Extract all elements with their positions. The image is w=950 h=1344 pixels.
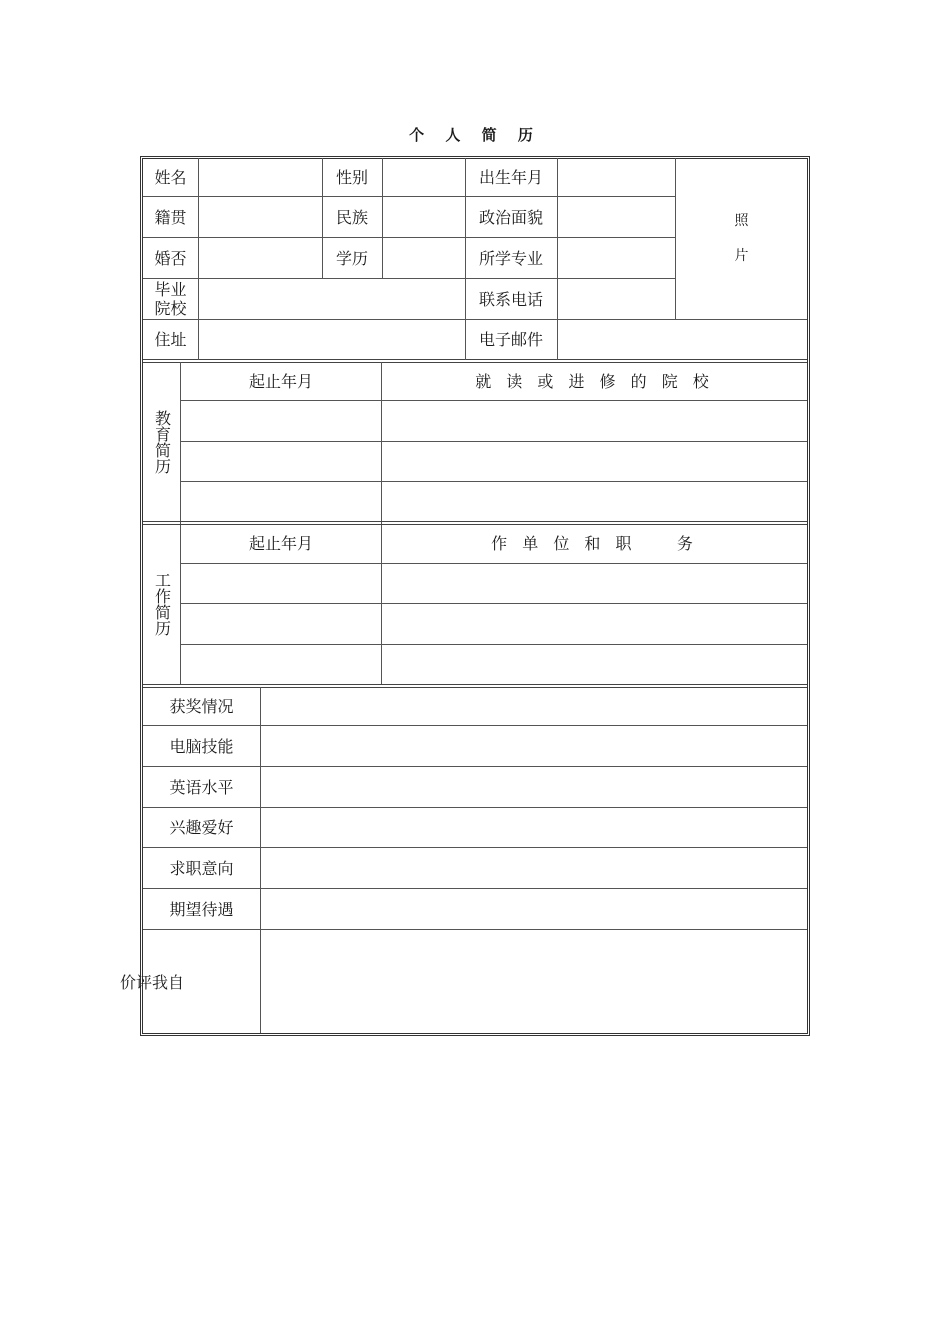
political-status-label: 政治面貌 — [478, 207, 543, 227]
work-section-label — [143, 524, 180, 684]
education-school-field-1[interactable] — [382, 401, 807, 441]
phone-label: 联系电话 — [478, 289, 543, 309]
education-level-field[interactable] — [383, 238, 465, 278]
work-unit-header: 作 单 位 和 职 务 — [491, 534, 698, 553]
political-status-field[interactable] — [558, 197, 675, 237]
major-field[interactable] — [558, 238, 675, 278]
page-title: 个 人 简 历 — [409, 126, 541, 144]
marital-field[interactable] — [199, 238, 322, 278]
education-school-field-2[interactable] — [382, 442, 807, 481]
self-evaluation-field[interactable] — [261, 930, 807, 1033]
work-section-text: 工作简历 — [152, 572, 172, 636]
english-level-label: 英语水平 — [169, 777, 234, 797]
hobbies-label: 兴趣爱好 — [169, 818, 234, 837]
photo-label-1: 照 — [734, 212, 749, 229]
work-unit-field-1[interactable] — [382, 564, 807, 603]
work-period-header: 起止年月 — [248, 534, 313, 553]
education-school-field-3[interactable] — [382, 482, 807, 521]
self-evaluation-label: 价评我自 — [119, 972, 184, 992]
major-label: 所学专业 — [478, 248, 543, 268]
phone-field[interactable] — [558, 279, 675, 319]
hobbies-field[interactable] — [261, 808, 807, 847]
name-label: 姓名 — [154, 167, 187, 187]
education-period-header: 起止年月 — [248, 371, 313, 391]
name-field[interactable] — [199, 158, 322, 196]
email-field[interactable] — [558, 320, 807, 359]
education-section-text: 教育简历 — [152, 409, 172, 474]
computer-skills-field[interactable] — [261, 726, 807, 766]
photo-label-2: 片 — [734, 247, 749, 264]
education-level-label: 学历 — [335, 248, 368, 268]
education-section-label — [143, 362, 180, 521]
job-intention-field[interactable] — [261, 848, 807, 888]
gender-label: 性别 — [335, 167, 368, 187]
ethnicity-field[interactable] — [383, 197, 465, 237]
ethnicity-label: 民族 — [335, 207, 368, 227]
education-period-field-2[interactable] — [181, 442, 381, 481]
work-period-field-2[interactable] — [181, 604, 381, 644]
graduated-school-label — [143, 279, 198, 319]
work-unit-field-3[interactable] — [382, 645, 807, 684]
expected-salary-label: 期望待遇 — [169, 899, 234, 919]
work-unit-field-2[interactable] — [382, 604, 807, 644]
photo-area[interactable] — [676, 158, 807, 319]
birth-field[interactable] — [558, 158, 675, 196]
marital-label: 婚否 — [154, 248, 187, 268]
work-period-field-1[interactable] — [181, 564, 381, 603]
awards-label: 获奖情况 — [169, 696, 234, 716]
birth-label: 出生年月 — [478, 167, 543, 187]
address-field[interactable] — [199, 320, 465, 359]
address-label: 住址 — [154, 330, 187, 349]
graduated-school-field[interactable] — [199, 279, 465, 319]
gender-field[interactable] — [383, 158, 465, 196]
education-school-header: 就 读 或 进 修 的 院 校 — [475, 371, 714, 391]
email-label: 电子邮件 — [478, 330, 543, 349]
english-level-field[interactable] — [261, 767, 807, 807]
computer-skills-label: 电脑技能 — [169, 736, 234, 756]
job-intention-label: 求职意向 — [169, 858, 234, 878]
work-period-field-3[interactable] — [181, 645, 381, 684]
awards-field[interactable] — [261, 687, 807, 725]
native-place-label: 籍贯 — [154, 207, 187, 227]
native-place-field[interactable] — [199, 197, 322, 237]
education-period-field-3[interactable] — [181, 482, 381, 521]
graduated-school-label-line2: 院校 — [154, 299, 187, 318]
education-period-field-1[interactable] — [181, 401, 381, 441]
graduated-school-label-line1: 毕业 — [154, 280, 187, 299]
expected-salary-field[interactable] — [261, 889, 807, 929]
